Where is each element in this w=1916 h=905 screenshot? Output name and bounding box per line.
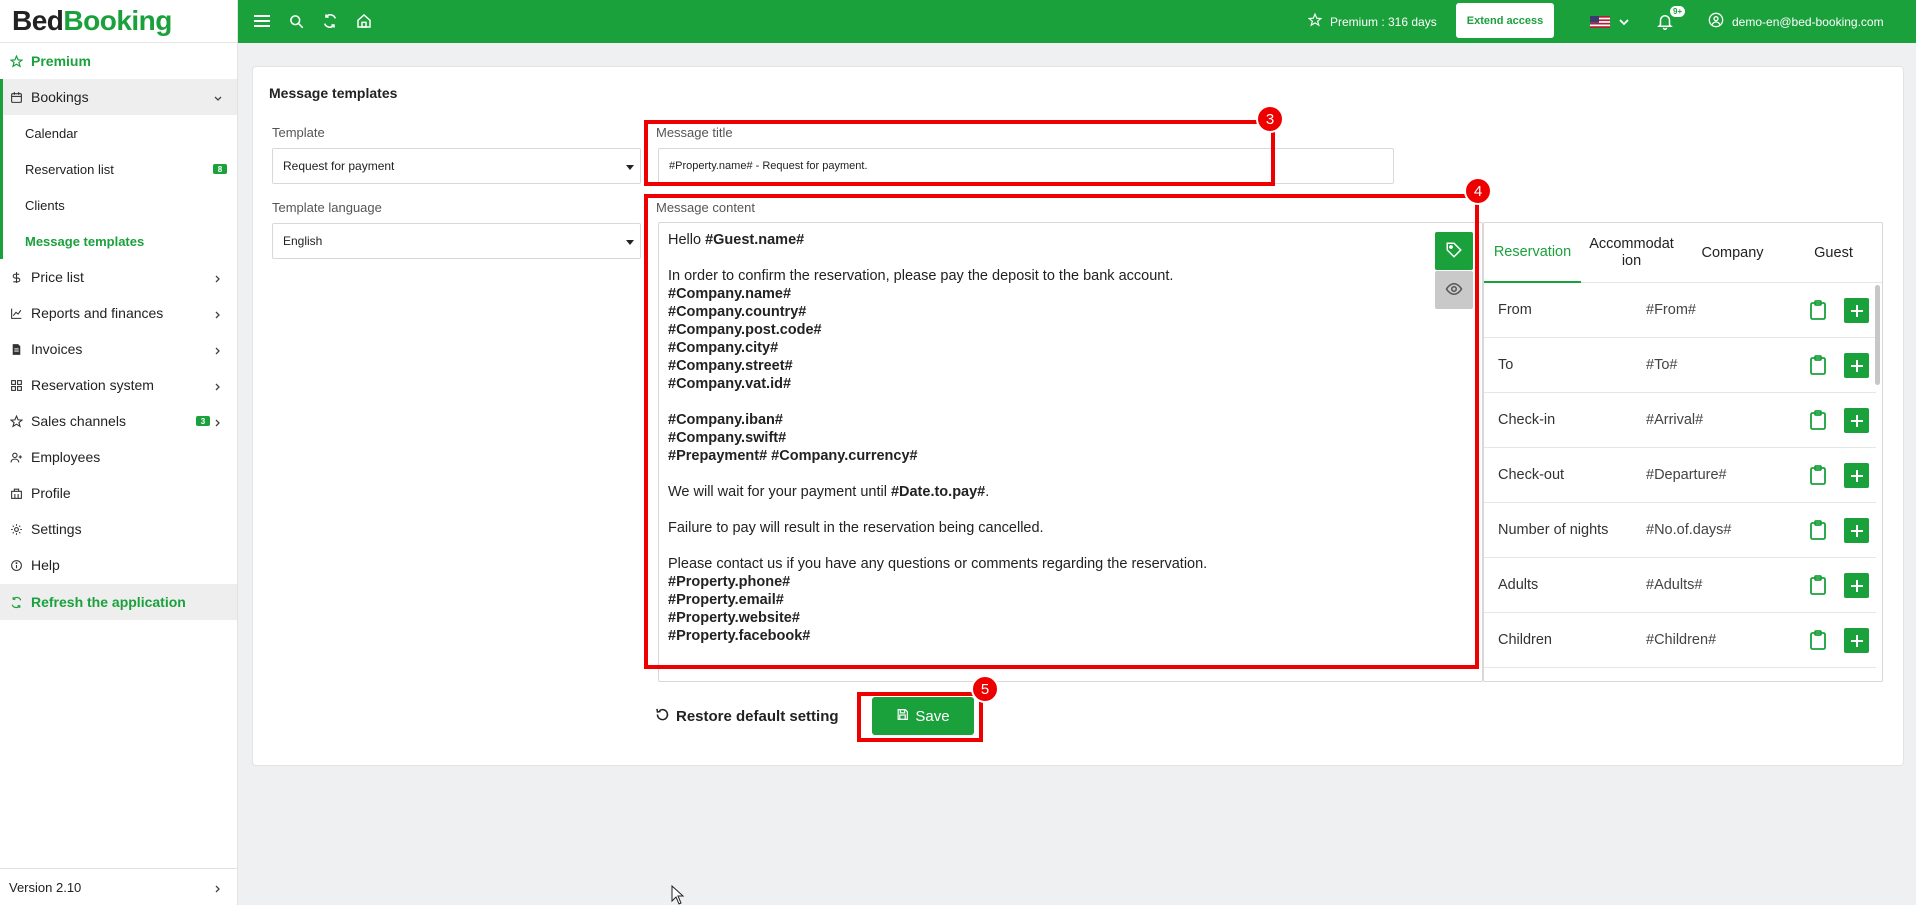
- template-language-select[interactable]: English: [272, 223, 641, 259]
- sidebar-item-profile[interactable]: Profile: [0, 475, 237, 511]
- chevron-right-icon: [213, 343, 223, 353]
- template-select[interactable]: Request for payment: [272, 148, 641, 184]
- mouse-cursor-icon: [671, 885, 685, 905]
- annotation-box-3: [644, 120, 1275, 186]
- annotation-box-5: [857, 692, 983, 742]
- add-tag-button[interactable]: [1844, 408, 1869, 433]
- tag-tabs: [1484, 223, 1883, 283]
- refresh-icon: [8, 594, 24, 610]
- tag-row: Check-out #Departure#: [1484, 448, 1876, 503]
- tag-row: Check-in #Arrival#: [1484, 393, 1876, 448]
- clipboard-icon[interactable]: [1809, 465, 1827, 485]
- sidebar-item-premium[interactable]: [0, 43, 237, 79]
- star-icon: [8, 53, 24, 69]
- search-icon[interactable]: [286, 11, 306, 31]
- tag-row: From #From#: [1484, 283, 1876, 338]
- sidebar-item-help[interactable]: Help: [0, 547, 237, 583]
- message-title-label: Message title: [656, 125, 733, 140]
- dollar-icon: [8, 269, 24, 285]
- tab-company[interactable]: Company: [1701, 244, 1764, 261]
- refresh-icon[interactable]: [320, 11, 340, 31]
- notification-badge: 9+: [1670, 6, 1685, 17]
- tag-list-scrollbar[interactable]: [1875, 285, 1880, 385]
- message-content-label: Message content: [656, 200, 756, 215]
- annotation-number-4: 4: [1464, 177, 1492, 205]
- menu-icon[interactable]: [252, 11, 272, 31]
- sidebar-item-message-templates[interactable]: Message templates: [25, 233, 145, 249]
- chevron-right-icon: [213, 271, 223, 281]
- template-label: Template: [272, 125, 325, 140]
- sidebar-item-employees[interactable]: Employees: [0, 439, 237, 475]
- message-content-text: Hello #Guest.name# In order to confirm the reservation, please pay the deposit to the bank account. #Company.name# #Company.country# #Company.post.code# #Company.city# #Company.street# #Company.vat.id# #Company.iban# #Company.swift# #Prepayment# #Company.currency# We will wait for your payment until #Date.to.pay#. Failure to pay will result in the reservation being cancelled. Please contact us if you have any questions or comments regarding the reservation. #Property.phone# #Property.email# #Property.website# #Property.facebook#: [668, 232, 1208, 644]
- clipboard-icon[interactable]: [1809, 520, 1827, 540]
- tag-row: Number of nights #No.of.days#: [1484, 503, 1876, 558]
- gear-icon: [8, 521, 24, 537]
- refresh-application-button[interactable]: Refresh the application: [0, 584, 237, 620]
- clipboard-icon[interactable]: [1809, 355, 1827, 375]
- sidebar-item-reservation-list[interactable]: Reservation list 8: [3, 151, 237, 187]
- sidebar-nav: [0, 43, 237, 620]
- count-badge: 8: [213, 164, 227, 174]
- caret-down-icon: [626, 240, 634, 245]
- sidebar-item-reports[interactable]: Reports and finances: [0, 295, 237, 331]
- version-item[interactable]: Version 2.10: [0, 868, 237, 905]
- star-icon: [1308, 13, 1322, 30]
- add-tag-button[interactable]: [1844, 353, 1869, 378]
- sidebar-item-label: Premium: [31, 53, 91, 69]
- undo-icon: [655, 707, 670, 726]
- add-tag-button[interactable]: [1844, 298, 1869, 323]
- count-badge: 3: [196, 416, 210, 426]
- restore-default-button[interactable]: Restore default setting: [655, 707, 839, 726]
- sidebar-item-bookings[interactable]: [0, 79, 237, 115]
- premium-status: Premium : 316 days: [1308, 13, 1437, 30]
- clipboard-icon[interactable]: [1809, 630, 1827, 650]
- clipboard-icon[interactable]: [1809, 575, 1827, 595]
- chevron-right-icon: [213, 882, 223, 892]
- sidebar-item-calendar[interactable]: Calendar: [25, 125, 78, 141]
- chevron-down-icon: [213, 91, 223, 101]
- annotation-box-4: [644, 194, 1479, 669]
- grid-icon: [8, 377, 24, 393]
- chart-line-icon: [8, 305, 24, 321]
- save-button[interactable]: Save: [872, 697, 974, 735]
- building-icon: [8, 485, 24, 501]
- chevron-right-icon: [213, 415, 223, 425]
- sidebar: [0, 0, 238, 905]
- annotation-number-3: 3: [1256, 105, 1284, 133]
- star-icon: [8, 413, 24, 429]
- sidebar-item-settings[interactable]: Settings: [0, 511, 237, 547]
- clipboard-icon[interactable]: [1809, 410, 1827, 430]
- tab-guest[interactable]: Guest: [1814, 244, 1853, 261]
- tag-panel: [1483, 222, 1883, 682]
- tab-reservation[interactable]: Reservation: [1484, 223, 1581, 283]
- sidebar-item-clients[interactable]: Clients: [25, 197, 65, 213]
- add-tag-button[interactable]: [1844, 518, 1869, 543]
- add-tag-button[interactable]: [1844, 628, 1869, 653]
- add-tag-button[interactable]: [1844, 573, 1869, 598]
- logo[interactable]: Bed Booking: [0, 0, 237, 43]
- chevron-right-icon: [213, 307, 223, 317]
- sidebar-item-price-list[interactable]: Price list: [0, 259, 237, 295]
- extend-access-button[interactable]: Extend access: [1456, 3, 1554, 38]
- user-plus-icon: [8, 449, 24, 465]
- tag-row: To #To#: [1484, 338, 1876, 393]
- invoice-icon: [8, 341, 24, 357]
- home-icon[interactable]: [354, 11, 374, 31]
- tag-row: Adults #Adults#: [1484, 558, 1876, 613]
- tag-row: Children #Children#: [1484, 613, 1876, 668]
- chevron-down-icon[interactable]: [1618, 15, 1630, 27]
- bookings-submenu: [0, 115, 237, 259]
- sidebar-item-reservation-system[interactable]: Reservation system: [0, 367, 237, 403]
- tag-list: [1484, 283, 1876, 668]
- calendar-icon: [8, 89, 24, 105]
- sidebar-item-invoices[interactable]: Invoices: [0, 331, 237, 367]
- page-title: Message templates: [269, 85, 398, 101]
- info-icon: [8, 557, 24, 573]
- caret-down-icon: [626, 165, 634, 170]
- annotation-number-5: 5: [971, 675, 999, 703]
- add-tag-button[interactable]: [1844, 463, 1869, 488]
- sidebar-item-sales-channels[interactable]: Sales channels 3: [0, 403, 237, 439]
- top-bar: [238, 0, 1916, 43]
- user-icon: [1708, 12, 1724, 31]
- template-language-label: Template language: [272, 200, 382, 215]
- clipboard-icon[interactable]: [1809, 300, 1827, 320]
- us-flag-icon[interactable]: [1590, 15, 1610, 27]
- sidebar-item-label: Bookings: [31, 89, 89, 105]
- user-menu[interactable]: demo-en@bed-booking.com: [1708, 12, 1884, 31]
- message-title-input[interactable]: #Property.name# - Request for payment.: [658, 148, 1394, 184]
- tab-accommodation[interactable]: Accommodat ion: [1589, 236, 1674, 269]
- chevron-right-icon: [213, 379, 223, 389]
